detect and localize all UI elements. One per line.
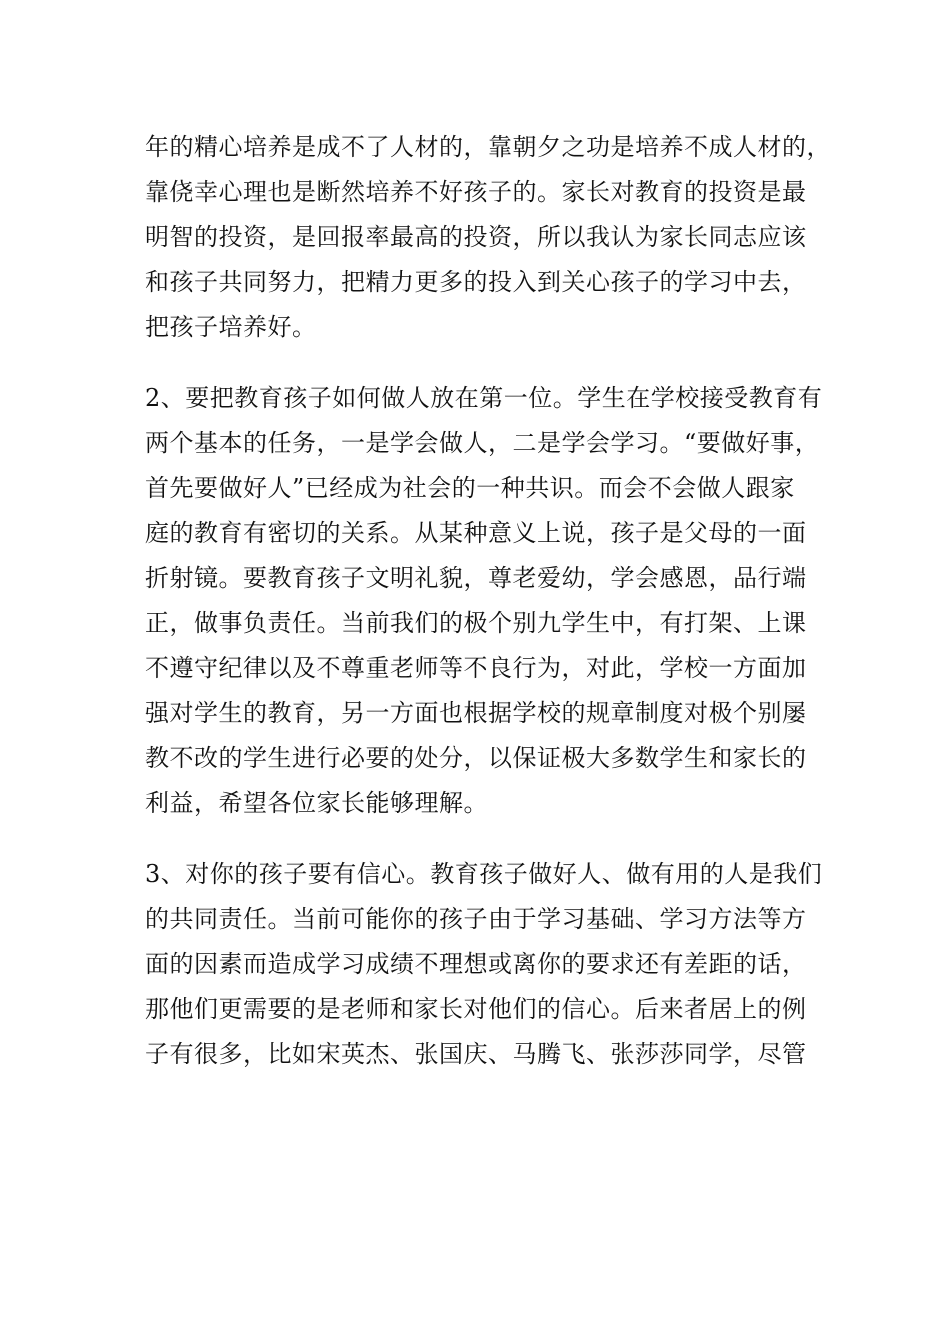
paragraph-1 [145,125,831,350]
text-line: 面的因素而造成学习成绩不理想或离你的要求还有差距的话， [145,950,807,978]
text-line: 那他们更需要的是老师和家长对他们的信心。后来者居上的例 [145,995,807,1023]
text-line: 年的精心培养是成不了人材的，靠朝夕之功是培养不成人材的， [145,133,831,161]
paragraph-3 [145,852,823,1077]
text-line: 利益，希望各位家长能够理解。 [145,789,488,817]
text-line: 正，做事负责任。当前我们的极个别九学生中，有打架、上课 [145,609,807,637]
text-line: 子有很多，比如宋英杰、张国庆、马腾飞、张莎莎同学，尽管 [145,1040,807,1068]
text-line: 不遵守纪律以及不尊重老师等不良行为，对此，学校一方面加 [145,654,807,682]
text-line: 明智的投资，是回报率最高的投资，所以我认为家长同志应该 [145,223,807,251]
document-body [145,125,831,1103]
text-line: 强对学生的教育，另一方面也根据学校的规章制度对极个别屡 [145,699,807,727]
text-line: 教不改的学生进行必要的处分，以保证极大多数学生和家长的 [145,744,807,772]
text-line: 两个基本的任务，一是学会做人，二是学会学习。“要做好事， [145,429,820,457]
paragraph-2 [145,376,823,826]
text-line: 的共同责任。当前可能你的孩子由于学习基础、学习方法等方 [145,905,807,933]
text-line: 3、对你的孩子要有信心。教育孩子做好人、做有用的人是我们 [145,860,823,888]
text-line: 庭的教育有密切的关系。从某种意义上说，孩子是父母的一面 [145,519,807,547]
text-line: 折射镜。要教育孩子文明礼貌，尊老爱幼，学会感恩，品行端 [145,564,807,592]
text-line: 把孩子培养好。 [145,313,317,341]
text-line: 和孩子共同努力，把精力更多的投入到关心孩子的学习中去， [145,268,807,296]
text-line: 2、要把教育孩子如何做人放在第一位。学生在学校接受教育有 [145,384,823,412]
text-line: 首先要做好人”已经成为社会的一种共识。而会不会做人跟家 [145,474,795,502]
text-line: 靠侥幸心理也是断然培养不好孩子的。家长对教育的投资是最 [145,178,807,206]
